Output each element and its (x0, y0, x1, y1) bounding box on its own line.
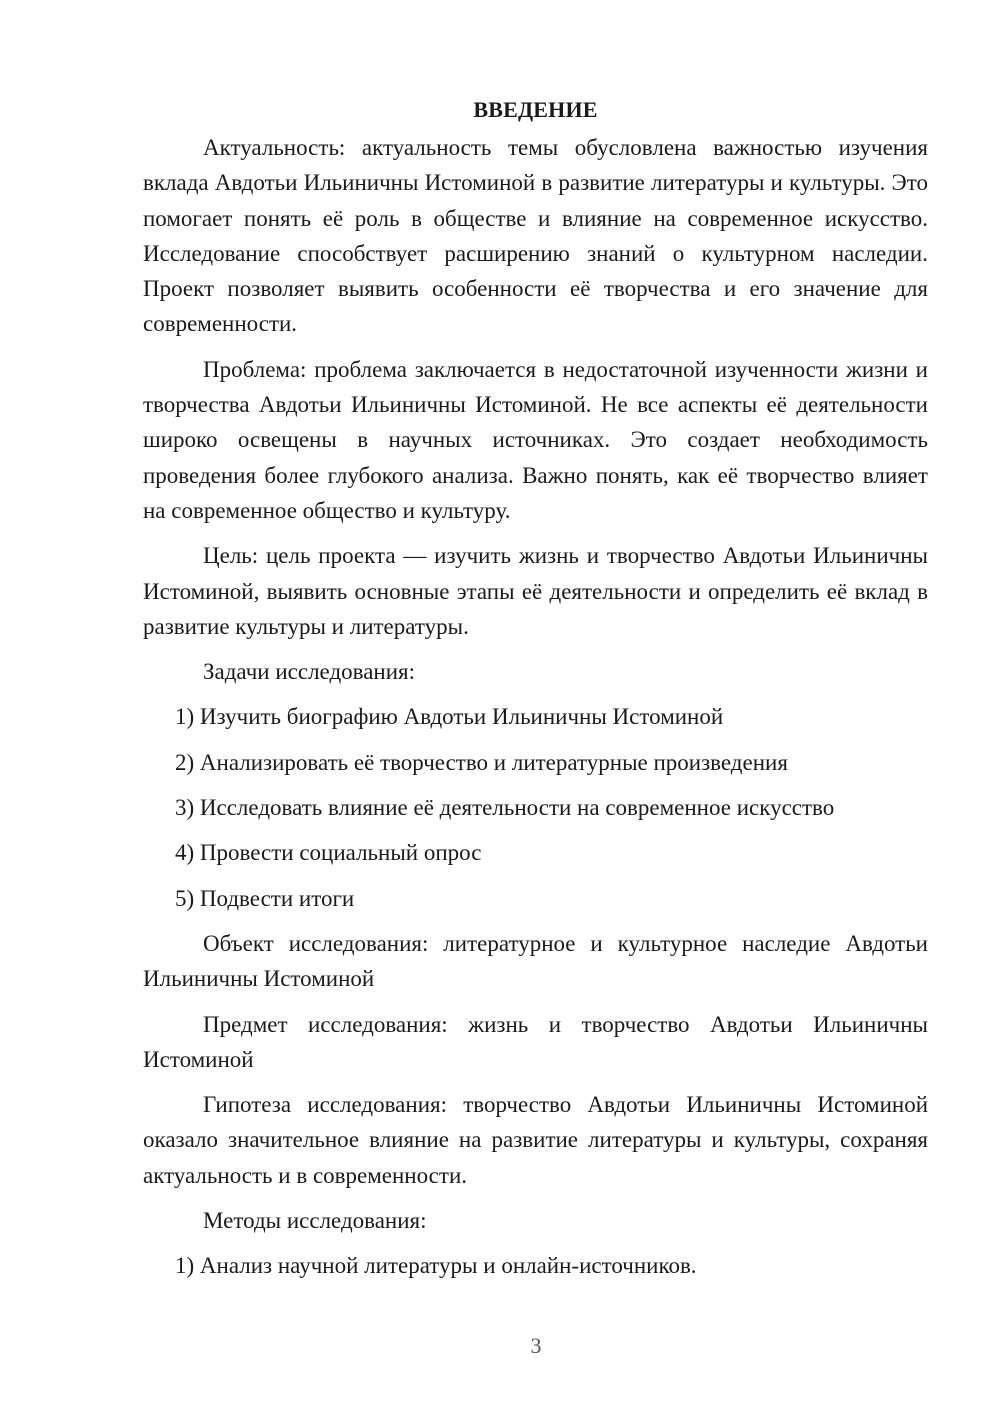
task-item: 1) Изучить биографию Авдотьи Ильиничны Истоминой (175, 704, 724, 730)
task-item: 4) Провести социальный опрос (175, 840, 482, 866)
object-paragraph: Объект исследования: литературное и культурное наследие Авдотьи Ильиничны Истоминой (143, 930, 928, 992)
page-number: 3 (530, 1333, 542, 1358)
method-item: 1) Анализ научной литературы и онлайн-источников. (175, 1253, 697, 1279)
task-item: 3) Исследовать влияние её деятельности на современное искусство (175, 795, 835, 821)
actuality-paragraph: Актуальность: актуальность темы обусловлена важностью изучения вклада Авдотьи Ильиничны Истоминой в развитие литературы и культуры. Это помогает понять её роль в обществе и влияние на современное искусство. Исследование способствует расширению знаний о культурном наследии. Проект позволяет выявить особенности её творчества и его значение для современности. (143, 135, 928, 337)
subject-paragraph: Предмет исследования: жизнь и творчество Авдотьи Ильиничны Истоминой (143, 1011, 928, 1072)
task-item: 2) Анализировать её творчество и литературные произведения (175, 749, 788, 775)
tasks-heading: Задачи исследования: (203, 659, 416, 685)
problem-paragraph: Проблема: проблема заключается в недостаточной изученности жизни и творчества Авдотьи Ильиничны Истоминой. Не все аспекты её деятельности широко освещены в научных источниках. Это создает необходимость проведения более глубокого анализа. Важно понять, как её творчество влияет на современное общество и культуру. (143, 356, 928, 523)
document-page (143, 92, 928, 1294)
goal-paragraph: Цель: цель проекта — изучить жизнь и творчество Авдотьи Ильиничны Истоминой, выявить основные этапы её деятельности и определить её вклад в развитие культуры и литературы. (143, 543, 928, 639)
methods-list (143, 1248, 928, 1283)
tasks-list (143, 699, 928, 915)
page-title: ВВЕДЕНИЕ (473, 97, 598, 122)
task-item: 5) Подвести итоги (175, 885, 355, 911)
hypothesis-paragraph: Гипотеза исследования: творчество Авдотьи Ильиничны Истоминой оказало значительное влияние на развитие литературы и культуры, сохраняя актуальность и в современности. (143, 1092, 928, 1188)
methods-heading: Методы исследования: (203, 1208, 427, 1234)
